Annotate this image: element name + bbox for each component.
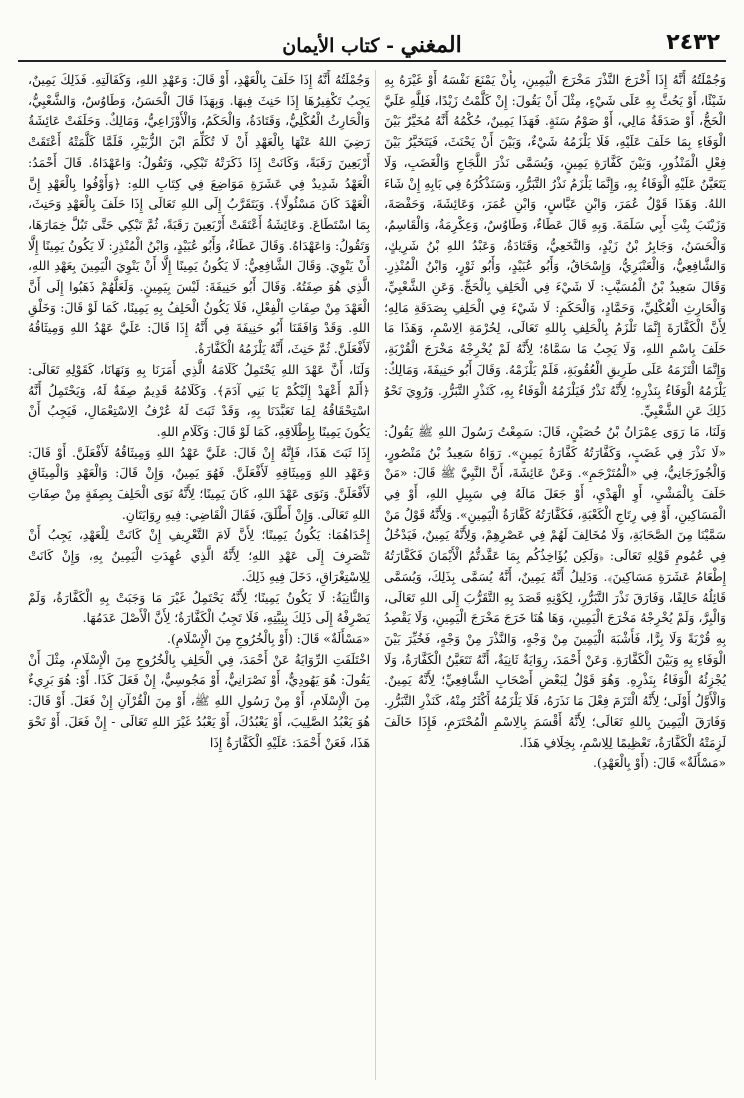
page-number: ٢٤٣٢ (666, 30, 720, 55)
right-column (384, 70, 726, 1080)
paragraph: إِذَا ثَبَتَ هَذَا، فَإِنَّهُ إِنْ قَالَ: عَلَيَّ عَهْدُ اللهِ وَمِيثَاقُهُ لَأَفْعَلَنَّ. أَوْ قَالَ: وَعَهْدِ اللهِ وَمِيثَاقِهِ لَأَفْعَلَنَّ. فَهُوَ يَمِينٌ، وَإِنْ قَالَ: وَالْعَهْدِ وَالْمِيثَاقِ لَأَفْعَلَنَّ. وَنَوَى عَهْدَ اللهِ، كَانَ يَمِينًا؛ لِأَنَّهُ نَوَى الْحَلِفَ بِصِفَةٍ مِنْ صِفَاتِ اللهِ تَعَالَى. وَإِنْ أَطْلَقَ، فَقَالَ الْقَاضِي: فِيهِ رِوَايَتَانِ. (28, 445, 370, 522)
chapter-name: كتاب الأيمان (282, 35, 380, 57)
title-separator: - (379, 35, 401, 57)
running-title (18, 32, 726, 58)
paragraph: وَلَنَا، أَنَّ عَهْدَ اللهِ يَحْتَمِلُ كَلَامَهُ الَّذِي أَمَرَنَا بِهِ وَنَهَانَا، كَقَوْلِهِ تَعَالَى: ﴿أَلَمْ أَعْهَدْ إِلَيْكُمْ يَا بَنِي آدَمَ﴾. وَكَلَامُهُ قَدِيمٌ صِفَةٌ لَهُ، وَيَحْتَمِلُ أَنَّهُ اسْتِحْقَاقُهُ لِمَا تَعَبَّدَنَا بِهِ، وَقَدْ ثَبَتَ لَهُ عُرْفُ الِاسْتِعْمَالِ، فَيَجِبُ أَنْ يَكُونَ يَمِينًا بِإِطْلَاقِهِ، كَمَا لَوْ قَالَ: وَكَلَامِ اللهِ. (28, 362, 370, 439)
paragraph: «مَسْأَلَةٌ» قَالَ: (أَوْ بِالْعَهْدِ). (593, 756, 726, 771)
paragraph: «مَسْأَلَةٌ» قَالَ: (أَوْ بِالْخُرُوجِ مِنَ الْإِسْلَامِ). (167, 631, 370, 646)
paragraph: وَلَنَا، مَا رَوَى عِمْرَانُ بْنُ حُصَيْنٍ، قَالَ: سَمِعْتُ رَسُولَ اللهِ ﷺ يَقُولُ: «لَا نَذْرَ فِي غَضَبٍ، وَكَفَّارَتُهُ كَفَّارَةُ يَمِينٍ». رَوَاهُ سَعِيدُ بْنُ مَنْصُورٍ، وَالْجُوزَجَانِيُّ، فِي «الْمُتَرْجَمِ». وَعَنْ عَائِشَةَ، أَنَّ النَّبِيَّ ﷺ قَالَ: «مَنْ حَلَفَ بِالْمَشْيِ، أَوِ الْهَدْيِ، أَوْ جَعَلَ مَالَهُ فِي سَبِيلِ اللهِ، أَوْ فِي الْمَسَاكِينِ، أَوْ فِي رِتَاجِ الْكَعْبَةِ، فَكَفَّارَتُهُ كَفَّارَةُ الْيَمِينِ». وَلِأَنَّهُ قَوْلُ مَنْ سَمَّيْنَا مِنَ الصَّحَابَةِ، وَلَا مُخَالِفَ لَهُمْ فِي عَصْرِهِمْ، وَلِأَنَّهُ يَمِينٌ، فَيَدْخُلُ فِي عُمُومِ قَوْلِهِ تَعَالَى: ﴿وَلَكِن يُؤَاخِذُكُم بِمَا عَقَّدتُّمُ الْأَيْمَانَ فَكَفَّارَتُهُ إِطْعَامُ عَشَرَةِ مَسَاكِينَ﴾. وَدَلِيلُ أَنَّهُ يَمِينٌ، أَنَّهُ يُسَمَّى بِذَلِكَ، وَيُسَمَّى قَائِلُهُ حَالِفًا، وَفَارَقَ نَذْرَ التَّبَرُّرِ، لِكَوْنِهِ قَصَدَ بِهِ التَّقَرُّبَ إِلَى اللهِ تَعَالَى، وَالْبِرَّ، وَلَمْ يُخْرِجْهُ مَخْرَجَ الْيَمِينِ، وَهَا هُنَا خَرَجَ مَخْرَجَ الْيَمِينِ، وَلَا يَقْصِدُ بِهِ قُرْبَةً وَلَا بِرًّا، فَأَشْبَهَ الْيَمِينَ مِنْ وَجْهٍ، وَالنَّذْرَ مِنْ وَجْهٍ، فَخُيِّرَ بَيْنَ الْوَفَاءِ بِهِ وَبَيْنَ الْكَفَّارَةِ. وَعَنْ أَحْمَدَ، رِوَايَةٌ ثَانِيَةٌ، أَنَّهُ تَتَعَيَّنُ الْكَفَّارَةُ، وَلَا يُجْزِئُهُ الْوَفَاءُ بِنَذْرِهِ. وَهُوَ قَوْلٌ لِبَعْضِ أَصْحَابِ الشَّافِعِيِّ؛ لِأَنَّهُ يَمِينٌ. وَالْأَوَّلُ أَوْلَى؛ لِأَنَّهُ الْتَزَمَ فِعْلَ مَا نَذَرَهُ، فَلَا يَلْزَمُهُ أَكْثَرُ مِنْهُ، كَنَذْرِ التَّبَرُّرِ. وَفَارَقَ الْيَمِينَ بِاللهِ تَعَالَى؛ لِأَنَّهُ أَقْسَمَ بِالِاسْمِ الْمُحْتَرَمِ، فَإِذَا خَالَفَ لَزِمَتْهُ الْكَفَّارَةُ، تَعْظِيمًا لِلِاسْمِ، بِخِلَافِ هَذَا. (384, 424, 726, 750)
page-header (18, 26, 726, 62)
paragraph: وَجُمْلَتُهُ أَنَّهُ إِذَا حَلَفَ بِالْعَهْدِ، أَوْ قَالَ: وَعَهْدِ اللهِ، وَكَفَالَتِهِ. فَذَلِكَ يَمِينٌ، يَجِبُ تَكْفِيرُهَا إِذَا حَنِثَ فِيهَا. وَبِهَذَا قَالَ الْحَسَنُ، وَطَاوُسٌ، وَالشَّعْبِيُّ، وَالْحَارِثُ الْعُكْلِيُّ، وَقَتَادَةُ، وَالْحَكَمُ، وَالْأَوْزَاعِيُّ، وَمَالِكٌ. وَحَلَفَتْ عَائِشَةُ رَضِيَ اللهُ عَنْهَا بِالْعَهْدِ أَنْ لَا تُكَلِّمَ ابْنَ الزُّبَيْرِ، فَلَمَّا كَلَّمَتْهُ أَعْتَقَتْ أَرْبَعِينَ رَقَبَةً، وَكَانَتْ إِذَا ذَكَرَتْهُ تَبْكِي، وَتَقُولُ: وَاعَهْدَاهُ. قَالَ أَحْمَدُ: الْعَهْدُ شَدِيدٌ فِي عَشَرَةِ مَوَاضِعَ فِي كِتَابِ اللهِ: ﴿وَأَوْفُوا بِالْعَهْدِ إِنَّ الْعَهْدَ كَانَ مَسْئُولًا﴾. وَيَتَقَرَّبُ إِلَى اللهِ تَعَالَى إِذَا حَلَفَ بِالْعَهْدِ وَحَنِثَ، بِمَا اسْتَطَاعَ. وَعَائِشَةُ أَعْتَقَتْ أَرْبَعِينَ رَقَبَةً، ثُمَّ تَبْكِي حَتَّى تَبُلَّ خِمَارَهَا، وَتَقُولُ: وَاعَهْدَاهُ. وَقَالَ عَطَاءٌ، وَأَبُو عُبَيْدٍ، وَابْنُ الْمُنْذِرِ: لَا يَكُونُ يَمِينًا إِلَّا أَنْ يَنْوِيَ. وَقَالَ الشَّافِعِيُّ: لَا يَكُونُ يَمِينًا إِلَّا أَنْ يَنْوِيَ الْيَمِينَ بِعَهْدِ اللهِ، الَّذِي هُوَ صِفَتُهُ. وَقَالَ أَبُو حَنِيفَةَ: لَيْسَ بِيَمِينٍ. وَلَعَلَّهُمْ ذَهَبُوا إِلَى أَنَّ الْعَهْدَ مِنْ صِفَاتِ الْفِعْلِ، فَلَا يَكُونُ الْحَلِفُ بِهِ يَمِينًا، كَمَا لَوْ قَالَ: وَخَلْقِ اللهِ. وَقَدْ وَافَقَنَا أَبُو حَنِيفَةَ فِي أَنَّهُ إِذَا قَالَ: عَلَيَّ عَهْدُ اللهِ وَمِيثَاقُهُ لَأَفْعَلَنَّ. ثُمَّ حَنِثَ، أَنَّهُ يَلْزَمُهُ الْكَفَّارَةُ. (28, 73, 370, 357)
paragraph: إِحْدَاهُمَا: يَكُونُ يَمِينًا؛ لِأَنَّ لَامَ التَّعْرِيفِ إِنْ كَانَتْ لِلْعَهْدِ، يَجِبُ أَنْ تَنْصَرِفَ إِلَى عَهْدِ اللهِ؛ لِأَنَّهُ الَّذِي عُهِدَتِ الْيَمِينُ بِهِ، وَإِنْ كَانَتْ لِلِاسْتِغْرَاقِ، دَخَلَ فِيهِ ذَلِكَ. (28, 528, 370, 584)
paragraph: وَجُمْلَتُهُ أَنَّهُ إِذَا أَخْرَجَ النَّذْرَ مَخْرَجَ الْيَمِينِ، بِأَنْ يَمْنَعَ نَفْسَهُ أَوْ غَيْرَهُ بِهِ شَيْئًا، أَوْ يَحُثَّ بِهِ عَلَى شَيْءٍ، مِثْلَ أَنْ يَقُولَ: إِنْ كَلَّمْتُ زَيْدًا، فَلِلَّهِ عَلَيَّ الْحَجُّ، أَوْ صَدَقَةُ مَالِي، أَوْ صَوْمُ سَنَةٍ. فَهَذَا يَمِينٌ، حُكْمُهُ أَنَّهُ مُخَيَّرٌ بَيْنَ الْوَفَاءِ بِمَا حَلَفَ عَلَيْهِ، فَلَا يَلْزَمُهُ شَيْءٌ، وَبَيْنَ أَنْ يَحْنَثَ، فَيَتَخَيَّرُ بَيْنَ فِعْلِ الْمَنْذُورِ، وَبَيْنَ كَفَّارَةِ يَمِينٍ، وَيُسَمَّى نَذْرَ اللَّجَاجِ وَالْغَضَبِ، وَلَا يَتَعَيَّنُ عَلَيْهِ الْوَفَاءُ بِهِ، وَإِنَّمَا يَلْزَمُ نَذْرُ التَّبَرُّرِ، وَسَنَذْكُرُهُ فِي بَابِهِ إِنْ شَاءَ اللهُ. وَهَذَا قَوْلُ عُمَرَ، وَابْنِ عَبَّاسٍ، وَابْنِ عُمَرَ، وَعَائِشَةَ، وَحَفْصَةَ، وَزَيْنَبَ بِنْتِ أَبِي سَلَمَةَ. وَبِهِ قَالَ عَطَاءٌ، وَطَاوُسٌ، وَعِكْرِمَةُ، وَالْقَاسِمُ، وَالْحَسَنُ، وَجَابِرُ بْنُ زَيْدٍ، وَالنَّخَعِيُّ، وَقَتَادَةُ، وَعَبْدُ اللهِ بْنُ شَرِيكٍ، وَالشَّافِعِيُّ، وَالْعَنْبَرِيُّ، وَإِسْحَاقُ، وَأَبُو عُبَيْدٍ، وَأَبُو ثَوْرٍ، وَابْنُ الْمُنْذِرِ. وَقَالَ سَعِيدُ بْنُ الْمُسَيَّبِ: لَا شَيْءَ فِي الْحَلِفِ بِالْحَجِّ. وَعَنِ الشَّعْبِيِّ، وَالْحَارِثِ الْعُكْلِيِّ، وَحَمَّادٍ، وَالْحَكَمِ: لَا شَيْءَ فِي الْحَلِفِ بِصَدَقَةِ مَالِهِ؛ لِأَنَّ الْكَفَّارَةَ إِنَّمَا تَلْزَمُ بِالْحَلِفِ بِاللهِ تَعَالَى، لِحُرْمَةِ الِاسْمِ، وَهَذَا مَا حَلَفَ بِاسْمِ اللهِ، وَلَا يَجِبُ مَا سَمَّاهُ؛ لِأَنَّهُ لَمْ يُخْرِجْهُ مَخْرَجَ الْقُرْبَةِ، وَإِنَّمَا الْتَزَمَهُ عَلَى طَرِيقِ الْعُقُوبَةِ، فَلَمْ يَلْزَمْهُ. وَقَالَ أَبُو حَنِيفَةَ، وَمَالِكٌ: يَلْزَمُهُ الْوَفَاءُ بِنَذْرِهِ؛ لِأَنَّهُ نَذْرٌ فَيَلْزَمُهُ الْوَفَاءُ بِهِ، كَنَذْرِ التَّبَرُّرِ. وَرُوِيَ نَحْوُ ذَلِكَ عَنِ الشَّعْبِيِّ. (384, 73, 726, 419)
header-rule (18, 60, 726, 62)
book-name: المغني (400, 32, 462, 58)
column-divider (375, 70, 376, 1080)
paragraph: اخْتَلَفَتِ الرِّوَايَةُ عَنْ أَحْمَدَ، فِي الْحَلِفِ بِالْخُرُوجِ مِنَ الْإِسْلَامِ، مِثْلَ أَنْ يَقُولَ: هُوَ يَهُودِيٌّ، أَوْ نَصْرَانِيٌّ، أَوْ مَجُوسِيٌّ، إِنْ فَعَلَ كَذَا. أَوْ: هُوَ بَرِيءٌ مِنَ الْإِسْلَامِ، أَوْ مِنْ رَسُولِ اللهِ ﷺ، أَوْ مِنَ الْقُرْآنِ إِنْ فَعَلَ. أَوْ قَالَ: هُوَ يَعْبُدُ الصَّلِيبَ، أَوْ يَعْبُدُكَ، أَوْ يَعْبُدُ غَيْرَ اللهِ تَعَالَى - إِنْ فَعَلَ. أَوْ نَحْوَ هَذَا، فَعَنْ أَحْمَدَ: عَلَيْهِ الْكَفَّارَةُ إِذَا (28, 652, 370, 750)
left-column (28, 70, 370, 1080)
paragraph: وَالثَّانِيَةُ: لَا يَكُونُ يَمِينًا؛ لِأَنَّهُ يَحْتَمِلُ غَيْرَ مَا وَجَبَتْ بِهِ الْكَفَّارَةُ، وَلَمْ يَصْرِفْهُ إِلَى ذَلِكَ بِنِيَّتِهِ، فَلَا تَجِبُ الْكَفَّارَةُ؛ لِأَنَّ الْأَصْلَ عَدَمُهَا. (28, 590, 370, 626)
